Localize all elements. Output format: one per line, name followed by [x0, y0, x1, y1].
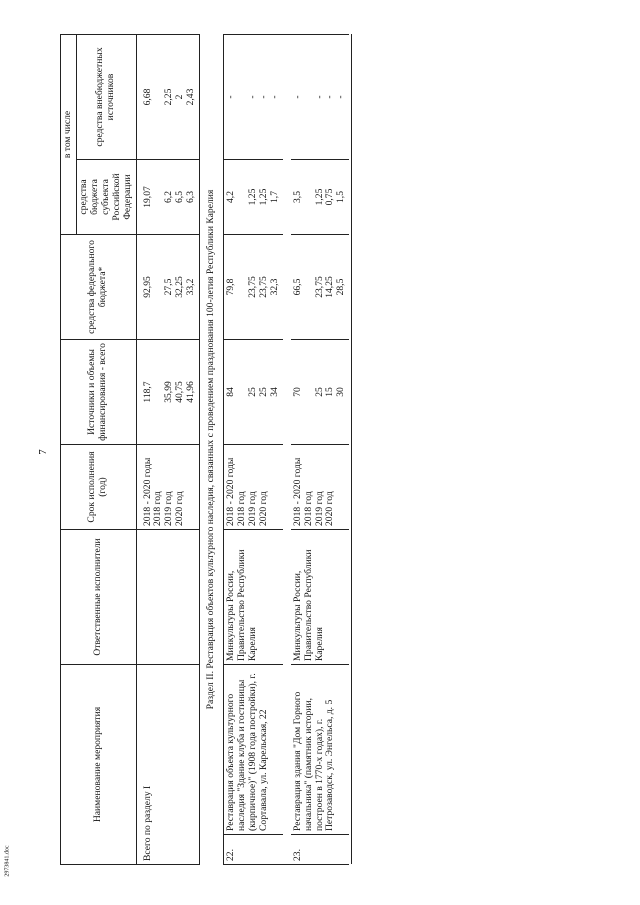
header-total: Источники и объемы финансирования - всего — [61, 340, 137, 445]
section-title: Раздел II. Реставрация объектов культурного наследия, связанных с проведением празднования 100-летия Республики Карелия — [200, 35, 224, 865]
page-number: 7 — [36, 449, 49, 455]
table-row — [224, 35, 283, 865]
header-term: Срок исполнения (год) — [61, 445, 137, 530]
row-term: 2018 - 2020 годы 2018 год 2019 год 2020 год — [291, 445, 350, 530]
total-row-regional: 19,07 6,2 6,5 6,3 — [136, 160, 200, 235]
row-name: Реставрация объекта культурного наследия "Здание клуба и гостиницы (кирпичное)" (1908 года постройки), г. Сортавала, ул. Карельская, 22 — [224, 665, 283, 835]
row-total: 84 25 25 34 — [224, 340, 283, 445]
row-number: 22. — [224, 835, 283, 865]
header-name: Наименование мероприятия — [61, 665, 137, 865]
table-row — [291, 35, 350, 865]
row-executors: Минкультуры России, Правительство Республики Карелия — [291, 530, 350, 665]
total-row-name: Всего по разделу I — [136, 665, 200, 865]
row-total: 70 25 15 30 — [291, 340, 350, 445]
row-number: 23. — [291, 835, 350, 865]
row-extra: - - - - — [291, 35, 350, 160]
row-executors: Минкультуры России, Правительство Республики Карелия — [224, 530, 283, 665]
financing-table-rotated — [60, 35, 570, 865]
table-row-total — [136, 35, 200, 865]
header-in-that: в том числе — [61, 35, 77, 235]
header-federal: средства федерального бюджета* — [61, 235, 137, 340]
header-regional: средства бюджета субъекта Российской Федерации — [76, 160, 136, 235]
total-row-term: 2018 - 2020 годы 2018 год 2019 год 2020 год — [136, 445, 200, 530]
total-row-federal: 92,95 27,5 32,25 33,2 — [136, 235, 200, 340]
row-regional: 4,2 1,25 1,25 1,7 — [224, 160, 283, 235]
row-term: 2018 - 2020 годы 2018 год 2019 год 2020 год — [224, 445, 283, 530]
document-id: 2973841.doc — [4, 845, 11, 877]
row-name: Реставрация здания "Дом Горного начальника" (памятник истории, построен в 1770-х годах), г. Петрозаводск, ул. Энгельса, д. 5 — [291, 665, 350, 835]
row-extra: - - - - — [224, 35, 283, 160]
financing-table — [60, 34, 352, 865]
header-executors: Ответственные исполнители — [61, 530, 137, 665]
total-row-extra: 6,68 2,25 2 2,43 — [136, 35, 200, 160]
header-extra: средства внебюджетных источников — [76, 35, 136, 160]
total-row-total: 118,7 35,99 40,75 41,96 — [136, 340, 200, 445]
row-regional: 3,5 1,25 0,75 1,5 — [291, 160, 350, 235]
row-federal: 66,5 23,75 14,25 28,5 — [291, 235, 350, 340]
section-title-row — [200, 35, 224, 865]
row-federal: 79,8 23,75 23,75 32,3 — [224, 235, 283, 340]
